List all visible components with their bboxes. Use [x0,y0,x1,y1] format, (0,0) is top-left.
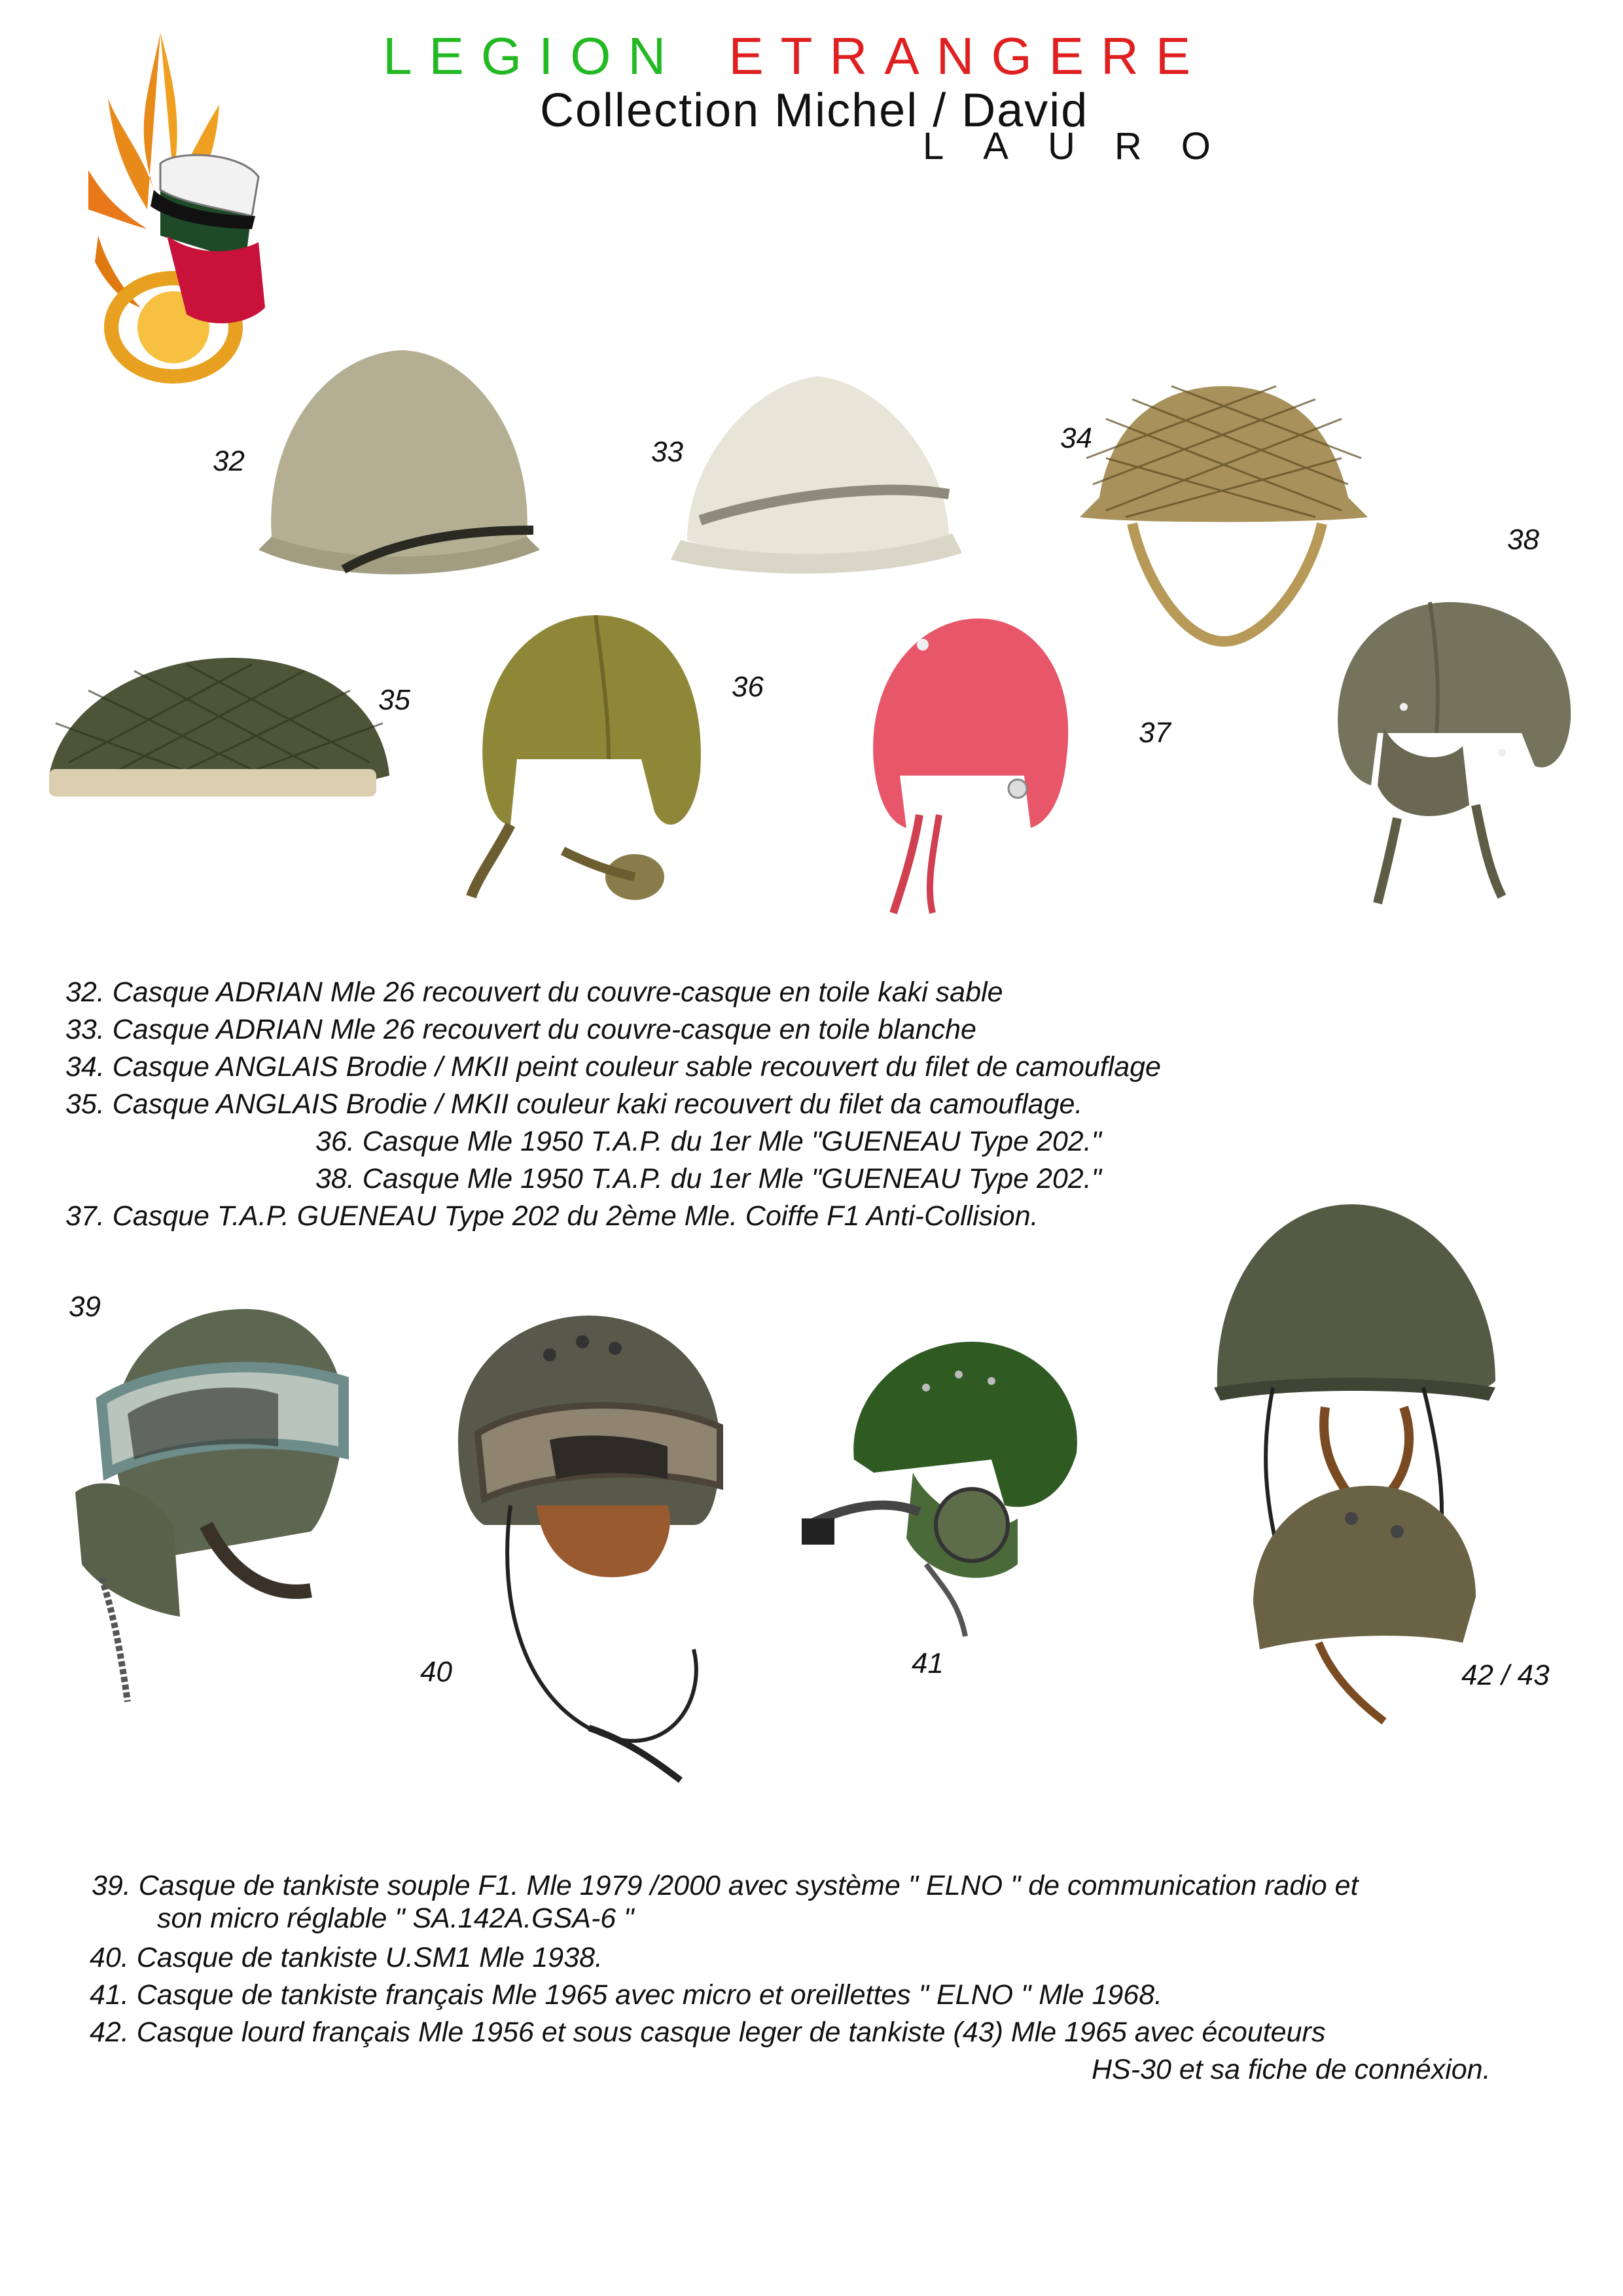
item-number: 35 [378,684,410,716]
helmet-32-image [245,314,553,596]
helmet-icon [432,1309,740,1806]
collection-subtitle: Collection Michel / David [540,84,1089,137]
item-number: 34 [1060,422,1092,454]
item-number: 42 / 43 [1461,1659,1550,1691]
caption-42: 42. Casque lourd français Mle 1956 et sous casque leger de tankiste (43) Mle 1965 avec écouteurs [90,2017,1326,2048]
caption-42-cont: HS-30 et sa fiche de connéxion. [1092,2054,1491,2085]
helmet-37-image [861,605,1077,920]
helmet-icon [245,314,553,596]
caption-39: 39. Casque de tankiste souple F1. Mle 1979 /2000 avec système " ELNO " de communication radio et [92,1870,1359,1901]
helmet-40-image [432,1309,740,1806]
helmet-icon [458,602,713,916]
title-legion: LEGION [383,27,683,85]
helmet-icon [1207,1191,1502,1748]
item-number: 37 [1139,717,1171,749]
caption-36: 36. Casque Mle 1950 T.A.P. du 1er Mle "GUENEAU Type 202." [315,1126,1101,1157]
helmet-33-image [661,350,969,592]
helmet-39-image [62,1302,357,1708]
collection-owner: LAURO [923,125,1250,168]
helmet-icon [1325,589,1587,916]
helmet-icon [62,1302,357,1708]
item-number: 36 [732,671,764,703]
helmet-icon [861,605,1077,920]
caption-41: 41. Casque de tankiste français Mle 1965 avec micro et oreillettes " ELNO " Mle 1968. [90,1979,1163,2011]
title-etrangere: ETRANGERE [728,27,1208,85]
item-number: 33 [651,436,683,468]
helmet-icon [661,350,969,592]
item-number: 41 [912,1647,944,1679]
caption-35: 35. Casque ANGLAIS Brodie / MKII couleur kaki recouvert du filet da camouflage. [65,1088,1083,1120]
helmet-36-image [458,602,713,916]
helmet-41-image [795,1329,1096,1643]
helmet-35-image [43,651,396,821]
caption-37: 37. Casque T.A.P. GUENEAU Type 202 du 2ème Mle. Coiffe F1 Anti-Collision. [65,1200,1039,1232]
page-title [383,26,1207,86]
helmet-42-43-image [1207,1191,1502,1748]
helmet-38-image [1325,589,1587,916]
helmet-icon [43,651,396,821]
caption-33: 33. Casque ADRIAN Mle 26 recouvert du couvre-casque en toile blanche [65,1014,976,1045]
caption-40: 40. Casque de tankiste U.SM1 Mle 1938. [90,1942,603,1973]
caption-32: 32. Casque ADRIAN Mle 26 recouvert du couvre-casque en toile kaki sable [65,977,1003,1008]
caption-34: 34. Casque ANGLAIS Brodie / MKII peint couleur sable recouvert du filet de camouflage [65,1051,1161,1083]
item-number: 38 [1507,524,1539,556]
caption-39-cont: son micro réglable " SA.142A.GSA-6 " [157,1903,634,1934]
helmet-icon [795,1329,1096,1643]
item-number: 39 [69,1291,101,1323]
caption-38: 38. Casque Mle 1950 T.A.P. du 1er Mle "GUENEAU Type 202." [315,1163,1101,1194]
item-number: 40 [420,1656,452,1688]
item-number: 32 [213,445,245,477]
